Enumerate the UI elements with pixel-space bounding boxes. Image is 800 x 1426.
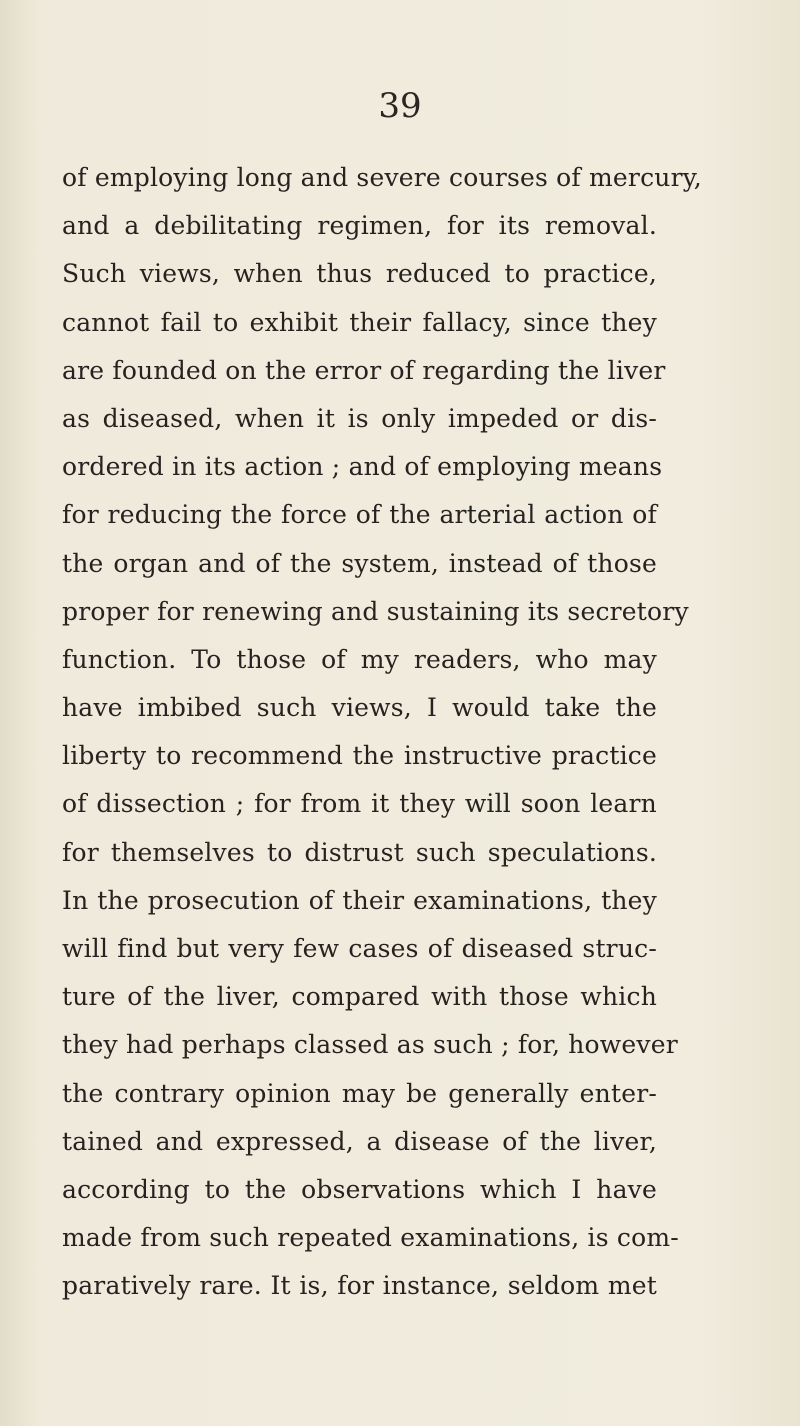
text-line: Such views, when thus reduced to practice, xyxy=(62,259,657,289)
text-line: liberty to recommend the instructive practice xyxy=(62,741,657,771)
text-line: made from such repeated examinations, is com- xyxy=(62,1223,679,1253)
text-line: paratively rare. It is, for instance, seldom met xyxy=(62,1271,657,1301)
page-number: 39 xyxy=(378,86,422,126)
text-line: as diseased, when it is only impeded or dis- xyxy=(62,403,657,433)
text-line: have imbibed such views, I would take the xyxy=(62,693,657,723)
text-line: according to the observations which I have xyxy=(62,1174,657,1204)
text-line: function. To those of my readers, who may xyxy=(62,644,657,674)
text-line: ordered in its action ; and of employing means xyxy=(62,452,663,482)
text-line: for reducing the force of the arterial action of xyxy=(62,500,657,530)
text-line: the contrary opinion may be generally enter- xyxy=(62,1078,657,1108)
text-line: ture of the liver, compared with those which xyxy=(62,982,657,1012)
text-line: are founded on the error of regarding the liver xyxy=(62,355,666,385)
body-text xyxy=(62,154,702,1311)
text-line: the organ and of the system, instead of those xyxy=(62,548,657,578)
text-line: proper for renewing and sustaining its secretory xyxy=(62,596,689,626)
text-line: tained and expressed, a disease of the liver, xyxy=(62,1126,657,1156)
text-line: of employing long and severe courses of mercury, xyxy=(62,163,702,192)
text-line: In the prosecution of their examinations, they xyxy=(62,885,657,915)
text-line: will find but very few cases of diseased struc- xyxy=(62,934,657,963)
text-line: of dissection ; for from it they will soon learn xyxy=(62,789,657,819)
text-line: and a debilitating regimen, for its removal. xyxy=(62,211,657,241)
text-line: for themselves to distrust such speculations. xyxy=(62,837,657,867)
text-line: cannot fail to exhibit their fallacy, since they xyxy=(62,307,657,337)
text-line: they had perhaps classed as such ; for, however xyxy=(62,1030,678,1060)
